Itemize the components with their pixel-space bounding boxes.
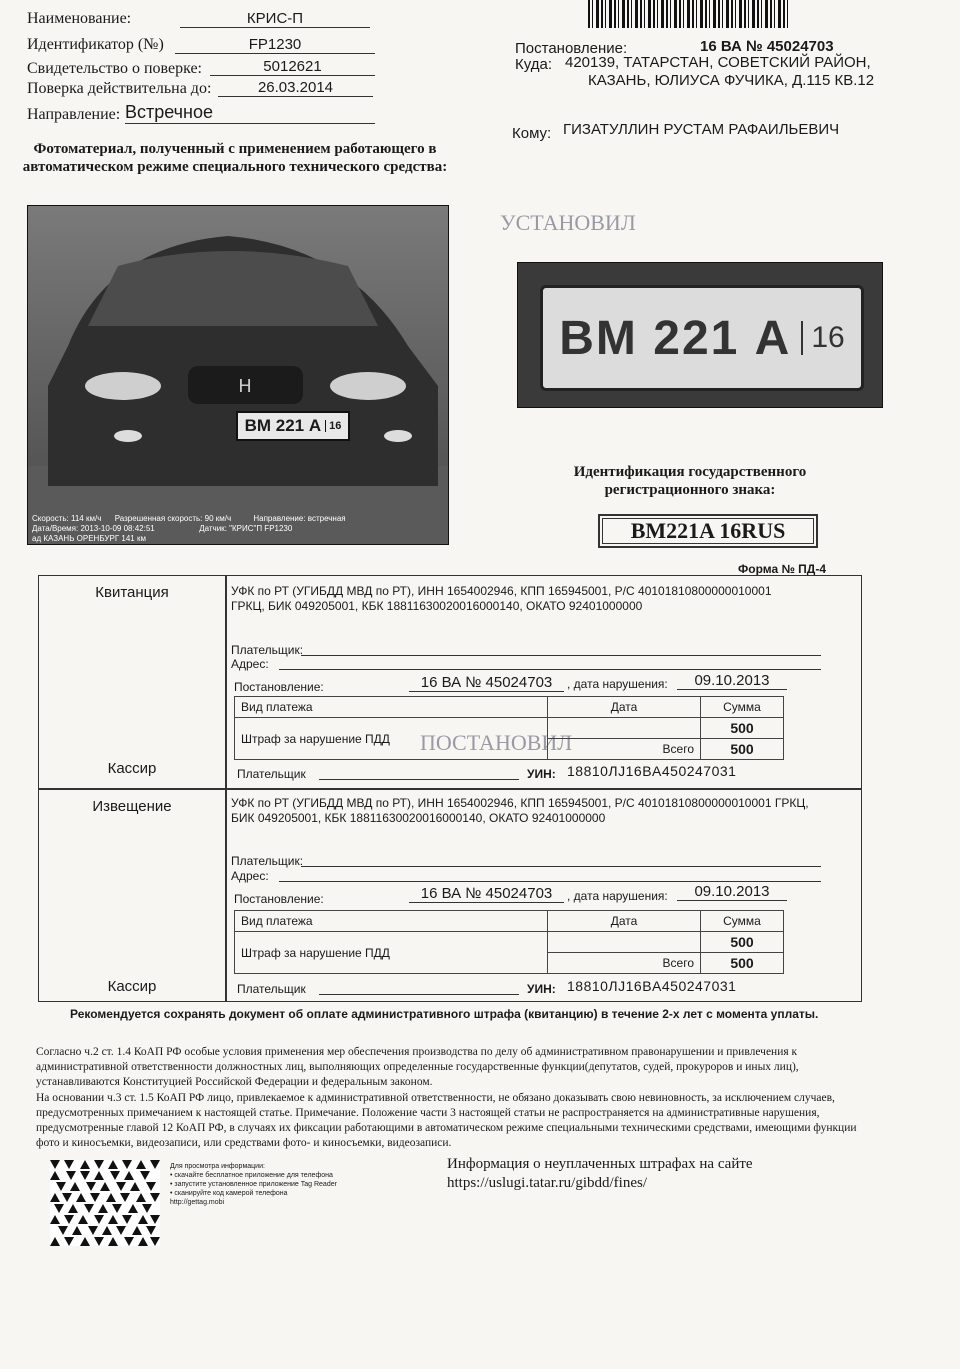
notice-col-sum: Сумма <box>701 911 784 932</box>
notice-table <box>234 910 784 974</box>
notice-uin-label: УИН: <box>527 982 556 996</box>
cert-label: Свидетельство о поверке: <box>27 60 202 77</box>
tag-title: Для просмотра информации: <box>170 1163 265 1170</box>
receipt-col-type: Вид платежа <box>235 697 548 718</box>
receipt-decree-value: 16 ВА № 45024703 <box>409 674 564 692</box>
car-plate <box>236 411 350 441</box>
bleed-text: УСТАНОВИЛ <box>500 210 636 235</box>
car-photo-image <box>28 206 448 544</box>
plate-ident-title: Идентификация государственного регистрационного знака: <box>573 464 807 498</box>
tag-instructions <box>170 1162 337 1207</box>
tag-link: http://gettag.mobi <box>170 1199 225 1206</box>
whom-label: Кому: <box>512 125 552 142</box>
barcode <box>588 0 788 28</box>
tag-step-1: • скачайте бесплатное приложение для телефона <box>170 1172 333 1179</box>
receipt-cashier: Кассир <box>107 760 157 777</box>
form-number: Форма № ПД-4 <box>738 562 827 576</box>
to-address-line2: КАЗАНЬ, ЮЛИУСА ФУЧИКА, Д.115 КВ.12 <box>588 72 875 89</box>
tag-code-image <box>50 1160 160 1246</box>
valid-label: Поверка действительна до: <box>27 80 212 97</box>
notice-label: Извещение <box>92 798 172 815</box>
direction-value: Встречное <box>125 102 375 124</box>
to-address-line1: 420139, ТАТАРСТАН, СОВЕТСКИЙ РАЙОН, <box>565 54 871 71</box>
device-id-label: Идентификатор (№) <box>27 36 164 53</box>
decree-number: 16 ВА № 45024703 <box>700 38 834 55</box>
table-row <box>235 718 784 739</box>
receipt-col-sum: Сумма <box>701 697 784 718</box>
unpaid-title: Информация о неуплаченных штрафах на сайте <box>447 1156 753 1172</box>
overlay-speed: Скорость: 114 км/ч <box>32 514 102 523</box>
table-row <box>235 932 784 953</box>
receipt-uin-value: 18810ЛJ16BA450247031 <box>567 763 737 779</box>
notice-col-date: Дата <box>548 911 701 932</box>
notice-payer-label: Плательщик: <box>231 854 304 868</box>
tag-step-3: • сканируйте код камерой телефона <box>170 1190 288 1197</box>
receipt-recipient: УФК по РТ (УГИБДД МВД по РТ), ИНН 1654002946, КПП 165945001, Р/С 40101810800000010001 ГРКЦ, БИК 049205001, КБК 18811630020016000140, ОКАТО 92401000000 <box>231 584 772 613</box>
tag-code <box>50 1160 160 1246</box>
car-photo <box>27 205 449 545</box>
payment-form <box>38 575 862 1002</box>
receipt-table <box>234 696 784 760</box>
notice-recipient: УФК по РТ (УГИБДД МВД по РТ), ИНН 1654002946, КПП 165945001, Р/С 40101810800000010001 ГРКЦ, БИК 049205001, КБК 18811630020016000140, ОКАТО 92401000000 <box>231 796 809 825</box>
receipt-payer-sign: Плательщик <box>237 767 306 781</box>
notice-total-label: Всего <box>548 953 701 974</box>
legal-note-2: На основании ч.3 ст. 1.5 КоАП РФ лицо, привлекаемое к административной ответственности, не обязано доказывать свою невиновность, за исключением случаев, предусмотренных примечанием к настоящей статье. Примечание. Положение части 3 настоящей статьи не распространяется на административные нарушения, предусмотренные главой 12 КоАП РФ, в случаях их фиксации работающими в автоматическом режиме специальными техническими средствами, имеющими функции фото и киносъемки, видеозаписи, или средствами фото- и киносъемки, видеозаписи. <box>36 1092 857 1149</box>
device-id-value: FP1230 <box>175 36 375 54</box>
cert-value: 5012621 <box>210 58 375 76</box>
valid-value: 26.03.2014 <box>218 79 373 97</box>
receipt-row-name: Штраф за нарушение ПДД <box>235 718 548 760</box>
notice-decree-value: 16 ВА № 45024703 <box>409 885 564 903</box>
table-row <box>235 697 784 718</box>
notice-payer-sign: Плательщик <box>237 982 306 996</box>
notice-col-type: Вид платежа <box>235 911 548 932</box>
table-row <box>235 911 784 932</box>
notice-row-name: Штраф за нарушение ПДД <box>235 932 548 974</box>
plate-closeup-main: ВМ 221 А <box>559 311 792 365</box>
receipt-uin-label: УИН: <box>527 767 556 781</box>
notice-uin-value: 18810ЛJ16BA450247031 <box>567 978 737 994</box>
to-label: Куда: <box>515 56 553 73</box>
receipt-col-date: Дата <box>548 697 701 718</box>
tag-step-2: • запустите установленное приложение Tag Reader <box>170 1181 337 1188</box>
receipt-date-label: , дата нарушения: <box>567 677 668 691</box>
plate-ident-value: BM221A 16RUS <box>598 514 818 548</box>
overlay-direction: Направление: встречная <box>253 514 346 523</box>
receipt-total-label: Всего <box>548 739 701 760</box>
bleed-text: ПОСТАНОВИЛ <box>420 730 573 755</box>
photo-caption: Фотоматериал, полученный с применением работающего в автоматическом режиме специального технического средства: <box>22 141 448 175</box>
notice-cashier: Кассир <box>107 978 157 995</box>
plate-closeup <box>540 285 864 391</box>
receipt-total-value: 500 <box>701 739 784 760</box>
whom-value: ГИЗАТУЛЛИН РУСТАМ РАФАИЛЬЕВИЧ <box>563 121 840 138</box>
overlay-place: ад КАЗАНЬ ОРЕНБУРГ 141 км <box>32 534 146 543</box>
plate-closeup-region: 16 <box>801 321 844 355</box>
unpaid-url[interactable]: https://uslugi.tatar.ru/gibdd/fines/ <box>447 1175 647 1191</box>
legal-note-1: Согласно ч.2 ст. 1.4 КоАП РФ особые условия применения мер обеспечения производства по делу об административном правонарушении и привлечения к административной ответственности должностных лиц, выполняющих определенные государственные функции(депутатов, судей, прокуроров и иных лиц), устанавливаются Конституцией Российской Федерации и федеральным законом. <box>36 1046 799 1088</box>
notice-date-label: , дата нарушения: <box>567 889 668 903</box>
receipt-decree-label: Постановление: <box>234 680 324 694</box>
device-name-label: Наименование: <box>27 10 132 27</box>
overlay-datetime: Дата/Время: 2013-10-09 08:42:51 <box>32 524 155 533</box>
receipt-row-sum: 500 <box>701 718 784 739</box>
overlay-sensor: Датчик: "КРИС"П FP1230 <box>199 524 293 533</box>
notice-date-value: 09.10.2013 <box>677 883 787 901</box>
receipt-date-value: 09.10.2013 <box>677 672 787 690</box>
svg-text:H: H <box>238 376 252 397</box>
photo-overlay <box>32 514 346 544</box>
decree-label: Постановление: <box>515 40 628 57</box>
car-plate-region: 16 <box>325 420 341 432</box>
receipt-label: Квитанция <box>95 584 169 601</box>
receipt-address-label: Адрес: <box>231 657 269 671</box>
notice-decree-label: Постановление: <box>234 892 324 906</box>
recommendation: Рекомендуется сохранять документ об оплате административного штрафа (квитанцию) в течение 2-х лет с момента уплаты. <box>70 1007 819 1021</box>
notice-address-label: Адрес: <box>231 869 269 883</box>
notice-total-value: 500 <box>701 953 784 974</box>
device-name-value: КРИС-П <box>180 10 370 28</box>
notice-row-sum: 500 <box>701 932 784 953</box>
direction-label: Направление: <box>27 106 121 123</box>
overlay-allowed: Разрешенная скорость: 90 км/ч <box>114 514 232 523</box>
car-plate-main: ВМ 221 А <box>244 416 322 435</box>
plate-photo <box>517 262 883 408</box>
receipt-payer-label: Плательщик: <box>231 643 304 657</box>
